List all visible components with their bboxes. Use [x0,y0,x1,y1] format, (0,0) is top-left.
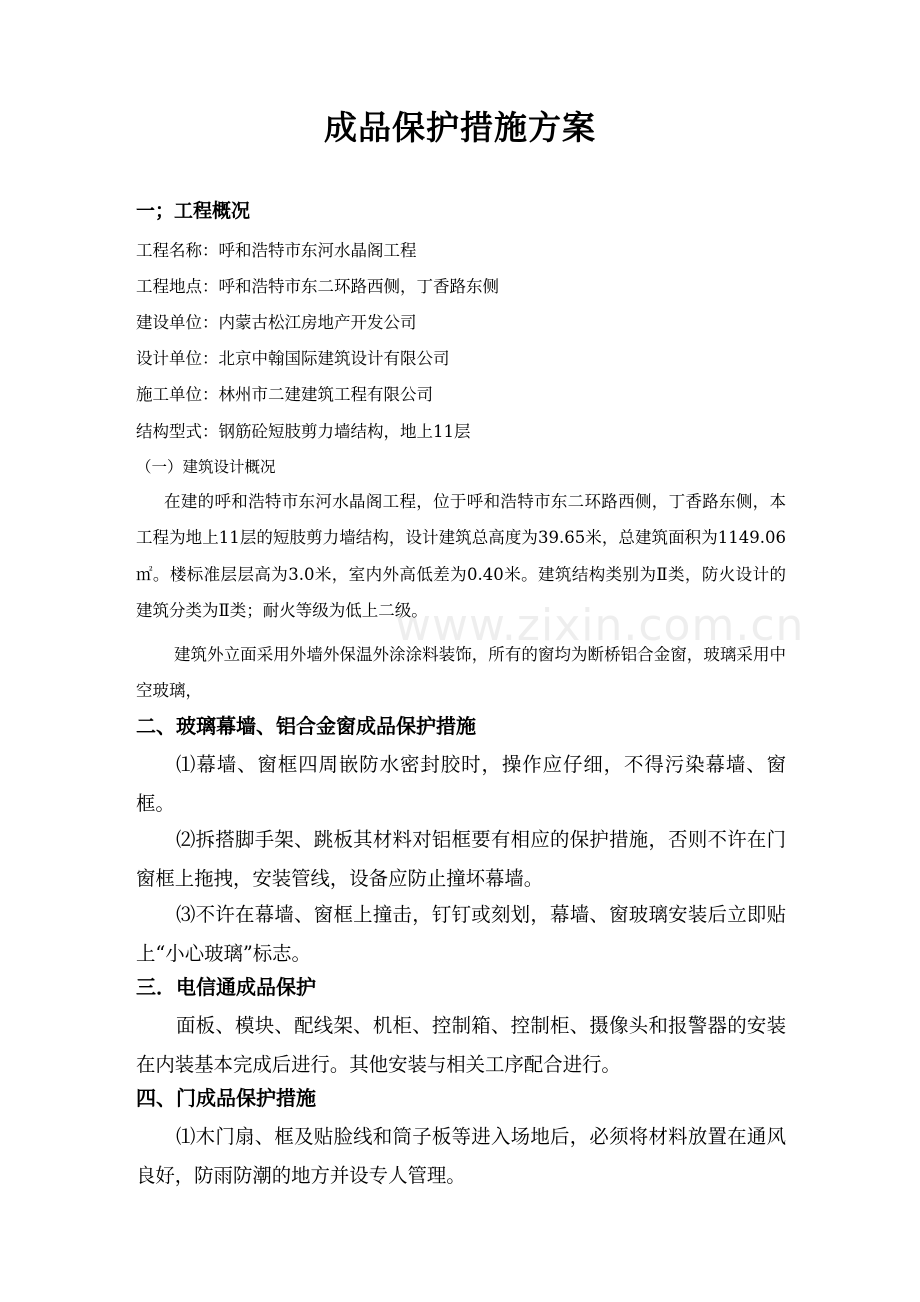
info-line-designer: 设计单位：北京中翰国际建筑设计有限公司 [136,349,450,368]
paragraph-glass-sign: ⑶不许在幕墙、窗框上撞击，钉钉或刻划，幕墙、窗玻璃安装后立即贴上“小心玻璃”标志。 [136,903,786,965]
document-title: 成品保护措施方案 [324,108,596,147]
section-heading-telecom: 三．电信通成品保护 [136,975,316,999]
section-heading-overview: 一；工程概况 [136,200,251,222]
section-heading-doors: 四、门成品保护措施 [136,1086,316,1110]
paragraph-sealant: ⑴幕墙、窗框四周嵌防水密封胶时，操作应仔细，不得污染幕墙、窗框。 [136,753,786,815]
sub-heading-design-overview: （一）建筑设计概况 [136,458,276,476]
paragraph-facade: 建筑外立面采用外墙外保温外涂涂料装饰，所有的窗均为断桥铝合金窗，玻璃采用中空玻璃， [136,645,786,701]
info-line-contractor: 施工单位：林州市二建建筑工程有限公司 [136,385,433,404]
paragraph-design-overview: 在建的呼和浩特市东河水晶阁工程，位于呼和浩特市东二环路西侧，丁香路东侧，本工程为地上11层的短肢剪力墙结构，设计建筑总高度为39.65米，总建筑面积为1149.06㎡。楼标准层层高为3.0米，室内外高低差为0.40米。建筑结构类别为Ⅱ类，防火设计的建筑分类为Ⅱ类；耐火等级为低上二级。 [136,492,786,620]
info-line-project-name: 工程名称：呼和浩特市东河水晶阁工程 [136,241,417,260]
paragraph-scaffold: ⑵拆搭脚手架、跳板其材料对铝框要有相应的保护措施，否则不许在门窗框上拖拽，安装管线，设备应防止撞坏幕墙。 [136,828,786,890]
info-line-structure: 结构型式：钢筋砼短肢剪力墙结构，地上11层 [136,422,471,441]
section-heading-glass-curtain-wall: 二、玻璃幕墙、铝合金窗成品保护措施 [136,714,476,738]
paragraph-door-storage: ⑴木门扇、框及贴脸线和筒子板等进入场地后，必须将材料放置在通风良好，防雨防潮的地方并设专人管理。 [136,1125,786,1187]
watermark-text: www.zixin.com.cn [395,600,805,651]
paragraph-telecom-install: 面板、模块、配线架、机柜、控制箱、控制柜、摄像头和报警器的安装在内装基本完成后进行。其他安装与相关工序配合进行。 [136,1014,786,1076]
info-line-project-location: 工程地点：呼和浩特市东二环路西侧，丁香路东侧 [136,277,499,296]
info-line-owner: 建设单位：内蒙古松江房地产开发公司 [136,313,417,332]
